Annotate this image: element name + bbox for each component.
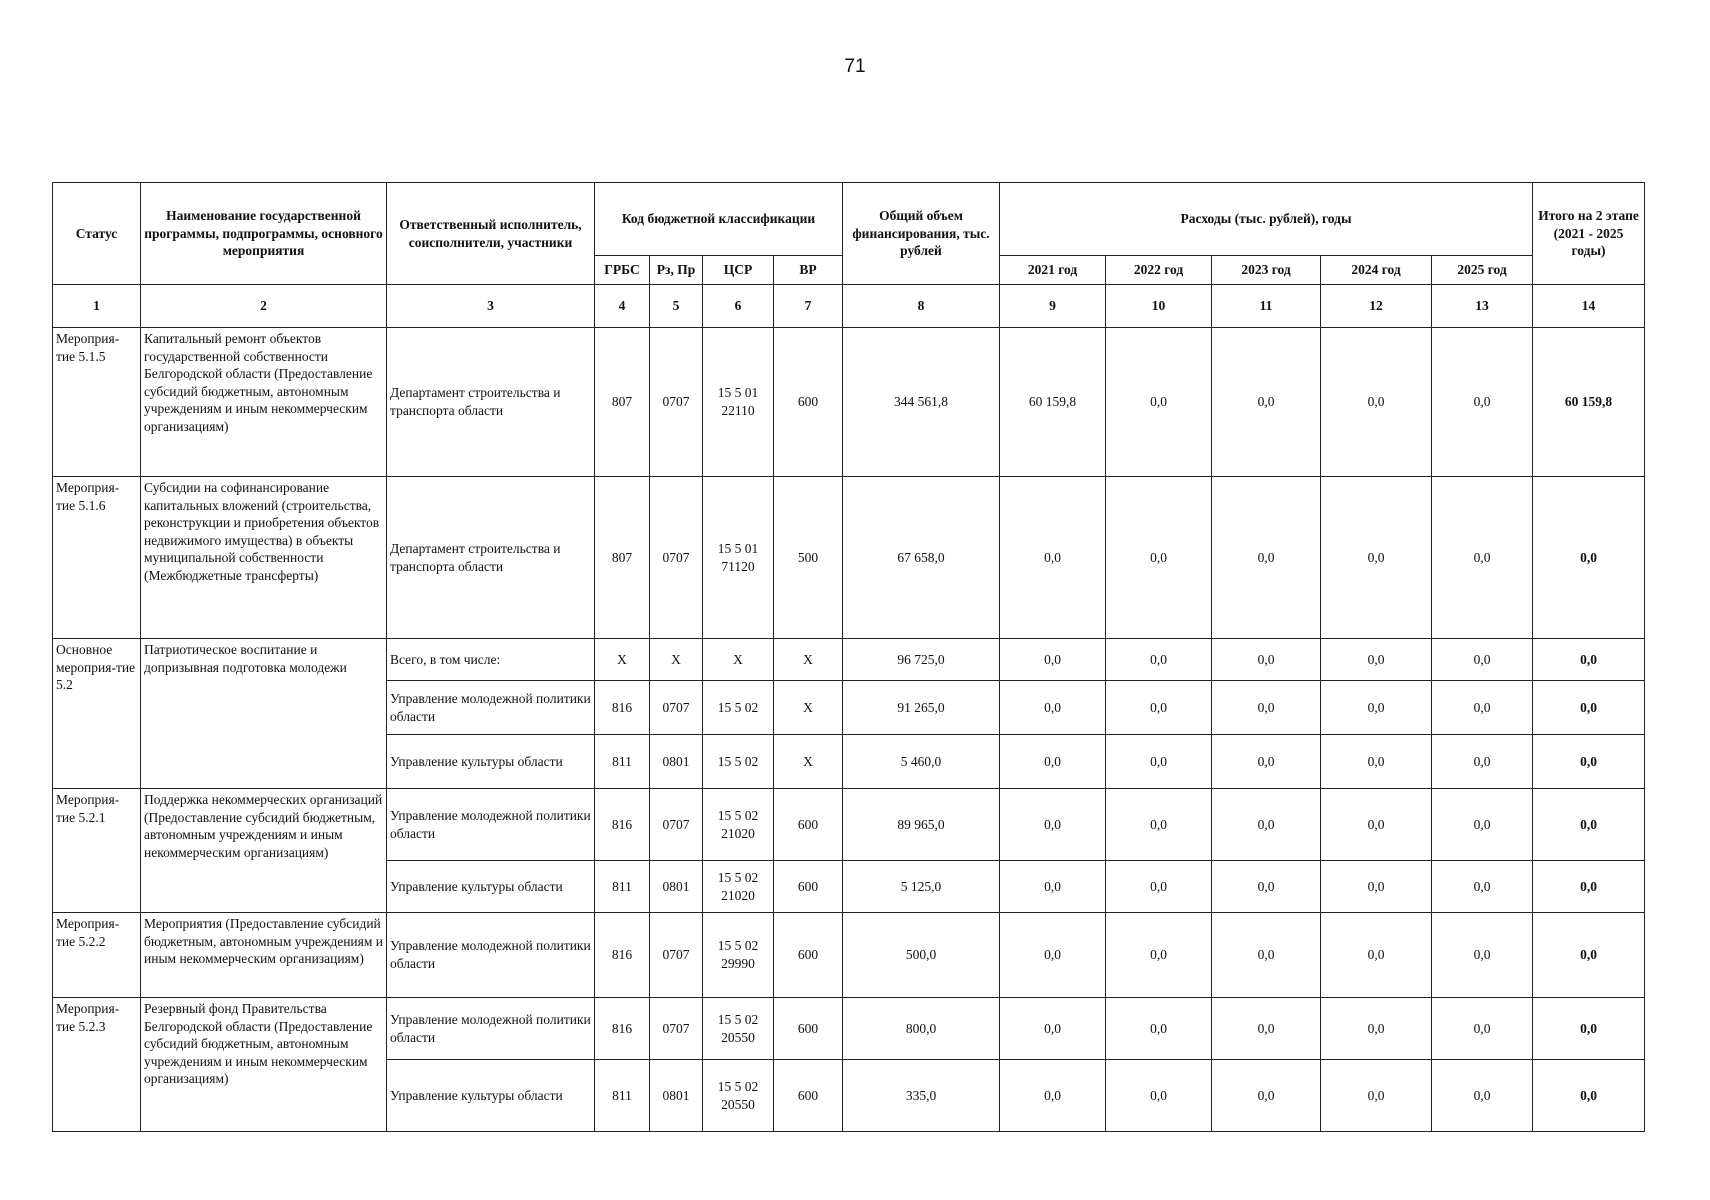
row-executor: Управление культуры области (387, 1060, 595, 1132)
header-csr: ЦСР (703, 256, 774, 285)
table-header (53, 183, 1645, 328)
cell-2025: 0,0 (1432, 1060, 1533, 1132)
cell-csr: 15 5 02 (703, 681, 774, 735)
row-executor: Управление молодежной политики области (387, 913, 595, 998)
cell-2024: 0,0 (1321, 477, 1432, 639)
page-number: 71 (844, 56, 866, 77)
cell-grbs: 807 (595, 328, 650, 477)
cell-total: 800,0 (843, 998, 1000, 1060)
cell-2025: 0,0 (1432, 861, 1533, 913)
cell-rzpr: 0707 (650, 789, 703, 861)
cell-2023: 0,0 (1212, 861, 1321, 913)
cell-2022: 0,0 (1106, 639, 1212, 681)
header-status: Статус (53, 183, 141, 285)
row-executor: Управление молодежной политики области (387, 789, 595, 861)
cell-total: 5 460,0 (843, 735, 1000, 789)
cell-stage-total: 0,0 (1533, 639, 1645, 681)
cell-total: 335,0 (843, 1060, 1000, 1132)
cell-2023: 0,0 (1212, 328, 1321, 477)
row-executor: Департамент строительства и транспорта области (387, 328, 595, 477)
column-index: 6 (703, 285, 774, 328)
cell-stage-total: 0,0 (1533, 913, 1645, 998)
row-status: Мероприя-тие 5.1.5 (53, 328, 141, 477)
row-executor: Управление культуры области (387, 861, 595, 913)
cell-2025: 0,0 (1432, 681, 1533, 735)
header-year-2025: 2025 год (1432, 256, 1533, 285)
cell-2024: 0,0 (1321, 639, 1432, 681)
cell-2024: 0,0 (1321, 681, 1432, 735)
column-index: 4 (595, 285, 650, 328)
table-row (53, 789, 1645, 861)
cell-2021: 60 159,8 (1000, 328, 1106, 477)
cell-stage-total: 0,0 (1533, 1060, 1645, 1132)
column-index: 1 (53, 285, 141, 328)
table-row (53, 328, 1645, 477)
table-row (53, 639, 1645, 681)
column-index: 9 (1000, 285, 1106, 328)
cell-grbs: 811 (595, 861, 650, 913)
cell-grbs: 816 (595, 913, 650, 998)
cell-2023: 0,0 (1212, 681, 1321, 735)
cell-vr: 500 (774, 477, 843, 639)
cell-total: 91 265,0 (843, 681, 1000, 735)
cell-rzpr: 0801 (650, 735, 703, 789)
table-row (53, 477, 1645, 639)
row-status: Мероприя-тие 5.2.1 (53, 789, 141, 913)
cell-vr: 600 (774, 861, 843, 913)
cell-vr: X (774, 735, 843, 789)
cell-rzpr: 0707 (650, 328, 703, 477)
header-year-2022: 2022 год (1106, 256, 1212, 285)
cell-2024: 0,0 (1321, 735, 1432, 789)
cell-2024: 0,0 (1321, 861, 1432, 913)
cell-grbs: 807 (595, 477, 650, 639)
column-index: 8 (843, 285, 1000, 328)
cell-grbs: 811 (595, 735, 650, 789)
cell-2024: 0,0 (1321, 1060, 1432, 1132)
cell-vr: 600 (774, 1060, 843, 1132)
cell-2021: 0,0 (1000, 998, 1106, 1060)
cell-csr: 15 5 02 21020 (703, 861, 774, 913)
header-year-2021: 2021 год (1000, 256, 1106, 285)
cell-stage-total: 0,0 (1533, 861, 1645, 913)
cell-2023: 0,0 (1212, 735, 1321, 789)
row-name: Резервный фонд Правительства Белгородской области (Предоставление субсидий бюджетным, автономным учреждениям и иным некоммерческим организациям) (141, 998, 387, 1132)
row-name: Мероприятия (Предоставление субсидий бюджетным, автономным учреждениям и иным некоммерческим организациям) (141, 913, 387, 998)
cell-rzpr: 0707 (650, 913, 703, 998)
row-name: Субсидии на софинансирование капитальных вложений (строительства, реконструкции и приобретения объектов недвижимого имущества) в объекты муниципальной собственности (Межбюджетные трансферты) (141, 477, 387, 639)
cell-vr: 600 (774, 998, 843, 1060)
cell-2022: 0,0 (1106, 789, 1212, 861)
cell-2023: 0,0 (1212, 913, 1321, 998)
cell-2021: 0,0 (1000, 735, 1106, 789)
row-name: Патриотическое воспитание и допризывная подготовка молодежи (141, 639, 387, 789)
column-index: 14 (1533, 285, 1645, 328)
cell-2024: 0,0 (1321, 998, 1432, 1060)
column-index-row (53, 285, 1645, 328)
cell-csr: 15 5 02 20550 (703, 998, 774, 1060)
column-index: 3 (387, 285, 595, 328)
cell-2021: 0,0 (1000, 639, 1106, 681)
cell-2021: 0,0 (1000, 913, 1106, 998)
table-body (53, 328, 1645, 1132)
cell-2025: 0,0 (1432, 735, 1533, 789)
cell-rzpr: 0707 (650, 998, 703, 1060)
cell-total: 500,0 (843, 913, 1000, 998)
cell-2021: 0,0 (1000, 1060, 1106, 1132)
header-name: Наименование государственной программы, подпрограммы, основного мероприятия (141, 183, 387, 285)
cell-2025: 0,0 (1432, 913, 1533, 998)
cell-grbs: 816 (595, 681, 650, 735)
cell-2024: 0,0 (1321, 789, 1432, 861)
cell-2024: 0,0 (1321, 913, 1432, 998)
cell-csr: 15 5 02 29990 (703, 913, 774, 998)
cell-stage-total: 0,0 (1533, 998, 1645, 1060)
header-expenses: Расходы (тыс. рублей), годы (1000, 183, 1533, 256)
cell-rzpr: 0707 (650, 477, 703, 639)
cell-rzpr: 0801 (650, 861, 703, 913)
cell-2025: 0,0 (1432, 998, 1533, 1060)
row-executor: Управление культуры области (387, 735, 595, 789)
cell-2024: 0,0 (1321, 328, 1432, 477)
row-status: Мероприя-тие 5.2.3 (53, 998, 141, 1132)
cell-vr: 600 (774, 913, 843, 998)
cell-vr: X (774, 681, 843, 735)
cell-grbs: 816 (595, 789, 650, 861)
cell-2023: 0,0 (1212, 477, 1321, 639)
cell-grbs: 811 (595, 1060, 650, 1132)
cell-vr: X (774, 639, 843, 681)
cell-stage-total: 0,0 (1533, 789, 1645, 861)
header-year-2024: 2024 год (1321, 256, 1432, 285)
cell-grbs: X (595, 639, 650, 681)
cell-2021: 0,0 (1000, 789, 1106, 861)
row-status: Мероприя-тие 5.1.6 (53, 477, 141, 639)
header-total-volume: Общий объем финансирования, тыс. рублей (843, 183, 1000, 285)
cell-csr: 15 5 01 22110 (703, 328, 774, 477)
cell-csr: 15 5 02 21020 (703, 789, 774, 861)
cell-2023: 0,0 (1212, 639, 1321, 681)
cell-2025: 0,0 (1432, 328, 1533, 477)
cell-2021: 0,0 (1000, 861, 1106, 913)
cell-stage-total: 0,0 (1533, 681, 1645, 735)
cell-2022: 0,0 (1106, 328, 1212, 477)
header-vr: ВР (774, 256, 843, 285)
cell-csr: X (703, 639, 774, 681)
cell-total: 5 125,0 (843, 861, 1000, 913)
column-index: 12 (1321, 285, 1432, 328)
cell-2023: 0,0 (1212, 1060, 1321, 1132)
table-row (53, 913, 1645, 998)
cell-2022: 0,0 (1106, 861, 1212, 913)
cell-rzpr: X (650, 639, 703, 681)
header-year-2023: 2023 год (1212, 256, 1321, 285)
cell-total: 344 561,8 (843, 328, 1000, 477)
column-index: 11 (1212, 285, 1321, 328)
column-index: 10 (1106, 285, 1212, 328)
header-total-stage: Итого на 2 этапе (2021 - 2025 годы) (1533, 183, 1645, 285)
header-executor: Ответственный исполнитель, соисполнители, участники (387, 183, 595, 285)
row-executor: Управление молодежной политики области (387, 681, 595, 735)
header-budget-code: Код бюджетной классификации (595, 183, 843, 256)
budget-table (52, 182, 1645, 1132)
cell-csr: 15 5 01 71120 (703, 477, 774, 639)
cell-grbs: 816 (595, 998, 650, 1060)
cell-stage-total: 0,0 (1533, 477, 1645, 639)
cell-2025: 0,0 (1432, 789, 1533, 861)
cell-2022: 0,0 (1106, 681, 1212, 735)
cell-2021: 0,0 (1000, 477, 1106, 639)
cell-vr: 600 (774, 328, 843, 477)
cell-2021: 0,0 (1000, 681, 1106, 735)
cell-total: 67 658,0 (843, 477, 1000, 639)
row-status: Мероприя-тие 5.2.2 (53, 913, 141, 998)
cell-2022: 0,0 (1106, 998, 1212, 1060)
header-grbs: ГРБС (595, 256, 650, 285)
cell-vr: 600 (774, 789, 843, 861)
row-status: Основное мероприя-тие 5.2 (53, 639, 141, 789)
column-index: 7 (774, 285, 843, 328)
cell-stage-total: 0,0 (1533, 735, 1645, 789)
row-executor: Управление молодежной политики области (387, 998, 595, 1060)
cell-2023: 0,0 (1212, 789, 1321, 861)
cell-total: 89 965,0 (843, 789, 1000, 861)
cell-2022: 0,0 (1106, 477, 1212, 639)
column-index: 5 (650, 285, 703, 328)
row-executor: Всего, в том числе: (387, 639, 595, 681)
row-name: Поддержка некоммерческих организаций (Предоставление субсидий бюджетным, автономным учреждениям и иным некоммерческим организациям) (141, 789, 387, 913)
column-index: 13 (1432, 285, 1533, 328)
cell-rzpr: 0707 (650, 681, 703, 735)
cell-2022: 0,0 (1106, 913, 1212, 998)
cell-2022: 0,0 (1106, 1060, 1212, 1132)
row-name: Капитальный ремонт объектов государственной собственности Белгородской области (Предоставление субсидий бюджетным, автономным учреждениям и иным некоммерческим организациям) (141, 328, 387, 477)
column-index: 2 (141, 285, 387, 328)
cell-2025: 0,0 (1432, 477, 1533, 639)
cell-rzpr: 0801 (650, 1060, 703, 1132)
row-executor: Департамент строительства и транспорта области (387, 477, 595, 639)
cell-csr: 15 5 02 (703, 735, 774, 789)
cell-total: 96 725,0 (843, 639, 1000, 681)
table-row (53, 998, 1645, 1060)
header-rzpr: Рз, Пр (650, 256, 703, 285)
cell-2023: 0,0 (1212, 998, 1321, 1060)
cell-2022: 0,0 (1106, 735, 1212, 789)
cell-2025: 0,0 (1432, 639, 1533, 681)
cell-stage-total: 60 159,8 (1533, 328, 1645, 477)
cell-csr: 15 5 02 20550 (703, 1060, 774, 1132)
